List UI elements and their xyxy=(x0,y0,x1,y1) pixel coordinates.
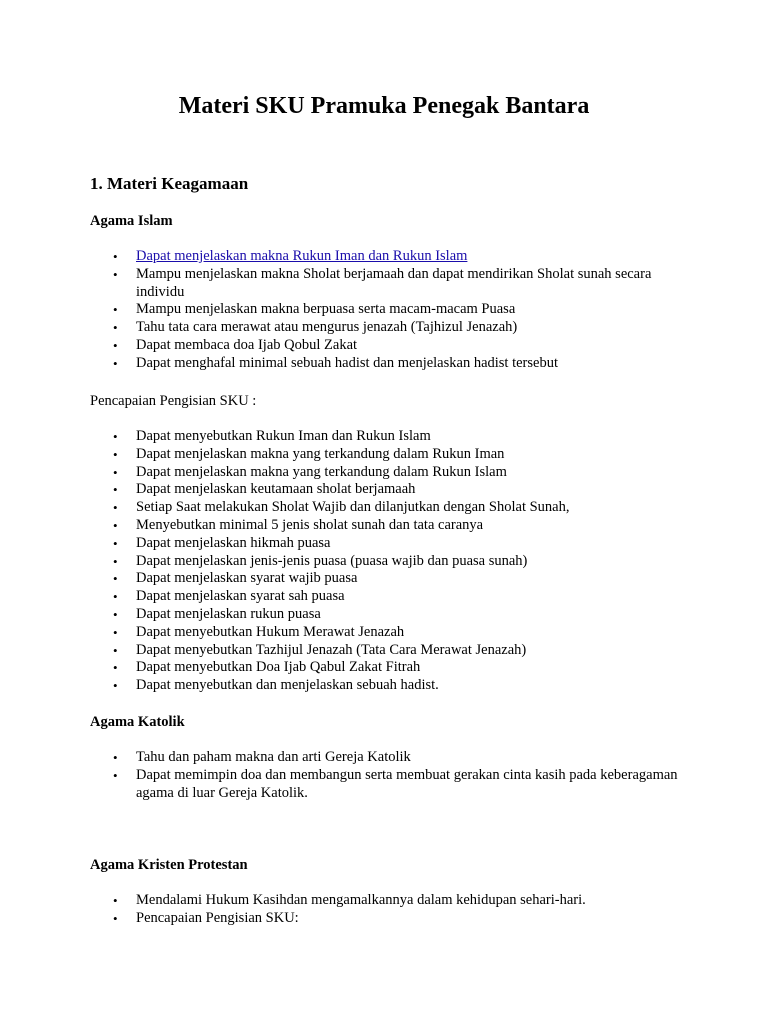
list-item xyxy=(90,553,690,571)
list-item xyxy=(90,624,690,642)
bullet-icon: • xyxy=(113,678,118,694)
bullet-icon: • xyxy=(113,624,118,640)
subheading-agama-katolik: Agama Katolik xyxy=(90,714,185,730)
list-item xyxy=(90,570,690,588)
list-item-text: Setiap Saat melakukan Sholat Wajib dan dilanjutkan dengan Sholat Sunah, xyxy=(136,499,570,516)
list-item-text: Dapat menjelaskan syarat wajib puasa xyxy=(136,570,358,587)
bullet-icon: • xyxy=(113,482,118,498)
list-item-text: Dapat menjelaskan keutamaan sholat berjamaah xyxy=(136,481,416,498)
section-heading-keagamaan: 1. Materi Keagamaan xyxy=(90,174,249,193)
islam-list xyxy=(90,248,690,373)
bullet-icon: • xyxy=(113,517,118,533)
list-item xyxy=(90,266,690,302)
list-item-text: Tahu tata cara merawat atau mengurus jenazah (Tajhizul Jenazah) xyxy=(136,319,518,336)
list-item xyxy=(90,892,690,910)
list-item-text: Dapat menyebutkan Hukum Merawat Jenazah xyxy=(136,623,405,640)
list-item xyxy=(90,767,690,803)
list-item-text: Mendalami Hukum Kasihdan mengamalkannya dalam kehidupan sehari-hari. xyxy=(136,892,586,908)
list-item-text: Pencapaian Pengisian SKU: xyxy=(136,909,299,926)
bullet-icon: • xyxy=(113,302,118,318)
bullet-icon: • xyxy=(113,429,118,444)
list-item xyxy=(90,535,690,553)
list-item-text: Dapat menjelaskan hikmah puasa xyxy=(136,534,331,551)
list-item xyxy=(90,517,690,535)
pencapaian-label: Pencapaian Pengisian SKU : xyxy=(90,393,257,409)
list-item xyxy=(90,659,690,677)
list-item xyxy=(90,499,690,517)
list-item-text: Dapat menyebutkan Doa Ijab Qabul Zakat Fitrah xyxy=(136,659,421,676)
list-item xyxy=(90,355,690,373)
bullet-icon: • xyxy=(113,767,118,783)
list-item xyxy=(90,588,690,606)
document-title: Materi SKU Pramuka Penegak Bantara xyxy=(178,93,590,119)
list-item-text: Menyebutkan minimal 5 jenis sholat sunah dan tata caranya xyxy=(136,516,484,533)
list-item xyxy=(90,481,690,499)
bullet-icon: • xyxy=(113,320,118,336)
subheading-agama-islam: Agama Islam xyxy=(90,213,173,229)
bullet-icon: • xyxy=(113,337,118,353)
list-item-text: Dapat menghafal minimal sebuah hadist dan menjelaskan hadist tersebut xyxy=(136,354,558,371)
katolik-list xyxy=(90,749,690,802)
list-item-text: Dapat menyebutkan Tazhijul Jenazah (Tata Cara Merawat Jenazah) xyxy=(136,641,527,658)
list-item xyxy=(90,677,690,695)
bullet-icon: • xyxy=(113,893,118,908)
list-item xyxy=(90,319,690,337)
list-item-text: Mampu menjelaskan makna berpuasa serta macam-macam Puasa xyxy=(136,301,516,318)
bullet-icon: • xyxy=(113,606,118,622)
bullet-icon: • xyxy=(113,642,118,658)
list-item xyxy=(90,428,690,446)
list-item-text: Mampu menjelaskan makna Sholat berjamaah dan dapat mendirikan Sholat sunah secara individu xyxy=(136,265,652,300)
list-item-text: Dapat membaca doa Ijab Qobul Zakat xyxy=(136,336,358,353)
bullet-icon: • xyxy=(113,660,118,676)
bullet-icon: • xyxy=(113,910,118,926)
list-item[interactable] xyxy=(90,248,690,266)
list-item-text: Dapat memimpin doa dan membangun serta membuat gerakan cinta kasih pada keberagaman agama di luar Gereja Katolik. xyxy=(136,766,678,801)
list-item xyxy=(90,606,690,624)
bullet-icon: • xyxy=(113,571,118,587)
list-item xyxy=(90,642,690,660)
bullet-icon: • xyxy=(113,500,118,516)
bullet-icon: • xyxy=(113,535,118,551)
rukun-iman-link[interactable]: Dapat menjelaskan makna Rukun Iman dan Rukun Islam xyxy=(136,248,468,264)
list-item-text: Dapat menjelaskan makna yang terkandung dalam Rukun Iman xyxy=(136,445,505,462)
bullet-icon: • xyxy=(113,750,118,765)
bullet-icon: • xyxy=(113,553,118,569)
protestan-list xyxy=(90,892,690,928)
list-item-text: Dapat menjelaskan makna yang terkandung dalam Rukun Islam xyxy=(136,463,507,480)
bullet-icon: • xyxy=(113,589,118,605)
bullet-icon: • xyxy=(113,249,118,264)
pencapaian-list xyxy=(90,428,690,695)
bullet-icon: • xyxy=(113,355,118,371)
list-item xyxy=(90,464,690,482)
list-item xyxy=(90,749,690,767)
subheading-agama-kristen-protestan: Agama Kristen Protestan xyxy=(90,857,248,873)
bullet-icon: • xyxy=(113,464,118,480)
list-item xyxy=(90,301,690,319)
list-item-text: Dapat menyebutkan Rukun Iman dan Rukun Islam xyxy=(136,428,431,444)
bullet-icon: • xyxy=(113,446,118,462)
list-item-text: Dapat menjelaskan jenis-jenis puasa (puasa wajib dan puasa sunah) xyxy=(136,552,528,569)
list-item-text: Tahu dan paham makna dan arti Gereja Katolik xyxy=(136,749,411,765)
list-item-text: Dapat menjelaskan rukun puasa xyxy=(136,605,321,622)
list-item xyxy=(90,910,690,928)
bullet-icon: • xyxy=(113,266,118,282)
list-item xyxy=(90,337,690,355)
list-item-text: Dapat menjelaskan syarat sah puasa xyxy=(136,588,345,605)
list-item-text: Dapat menyebutkan dan menjelaskan sebuah hadist. xyxy=(136,677,439,694)
list-item xyxy=(90,446,690,464)
